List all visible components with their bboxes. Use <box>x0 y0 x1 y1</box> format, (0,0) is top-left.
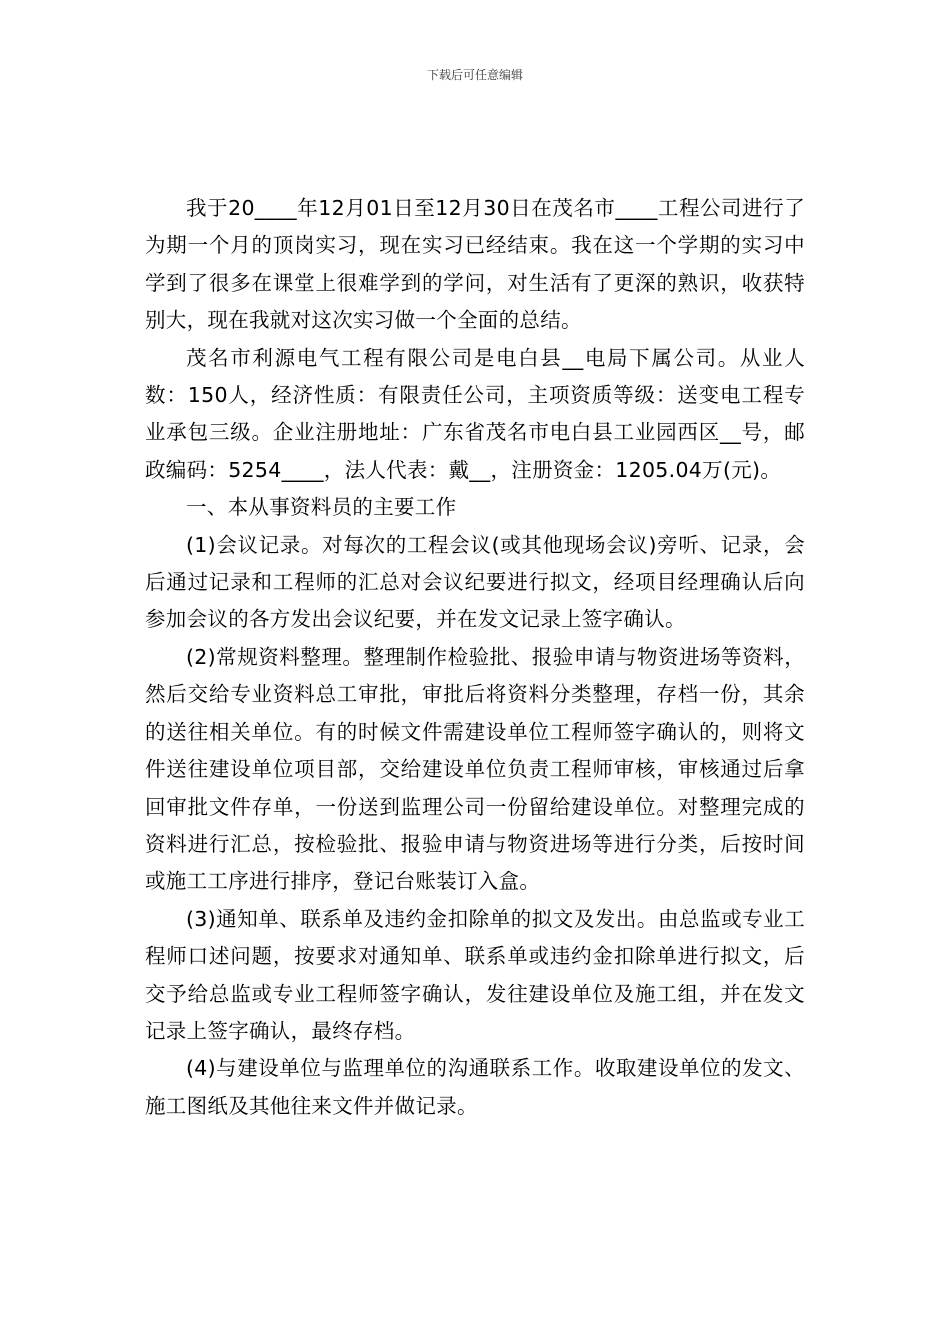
paragraph-routine-documents: (2)常规资料整理。整理制作检验批、报验申请与物资进场等资料，然后交给专业资料总工审批，审批后将资料分类整理，存档一份，其余的送往相关单位。有的时候文件需建设单位工程师签字确认的，则将文件送往建设单位项目部，交给建设单位负责工程师审核，审核通过后拿回审批文件存单，一份送到监理公司一份留给建设单位。对整理完成的资料进行汇总，按检验批、报验申请与物资进场等进行分类，后按时间或施工工序进行排序，登记台账装订入盒。 <box>145 644 805 894</box>
document-body <box>145 190 805 1125</box>
paragraph-notices: (3)通知单、联系单及违约金扣除单的拟文及发出。由总监或专业工程师口述问题，按要求对通知单、联系单或违约金扣除单进行拟文，后交予给总监或专业工程师签字确认，发往建设单位及施工组，并在发文记录上签字确认，最终存档。 <box>145 906 805 1043</box>
section-heading-main-work: 一、本从事资料员的主要工作 <box>186 495 457 520</box>
paragraph-internship-intro: 我于20____年12月01日至12月30日在茂名市____工程公司进行了为期一个月的顶岗实习，现在实习已经结束。我在这一个学期的实习中学到了很多在课堂上很难学到的学问，对生活有了更深的熟识，收获特别大，现在我就对这次实习做一个全面的总结。 <box>145 196 805 333</box>
paragraph-company-profile: 茂名市利源电气工程有限公司是电白县__电局下属公司。从业人数：150人，经济性质：有限责任公司，主项资质等级：送变电工程专业承包三级。企业注册地址：广东省茂名市电白县工业园西区__号，邮政编码：5254____，法人代表：戴__，注册资金：1205.04万(元)。 <box>145 345 805 482</box>
paragraph-communication: (4)与建设单位与监理单位的沟通联系工作。收取建设单位的发文、施工图纸及其他往来文件并做记录。 <box>145 1056 805 1118</box>
paragraph-meeting-records: (1)会议记录。对每次的工程会议(或其他现场会议)旁听、记录，会后通过记录和工程师的汇总对会议纪要进行拟文，经项目经理确认后向参加会议的各方发出会议纪要，并在发文记录上签字确认。 <box>145 532 805 632</box>
header-note: 下载后可任意编辑 <box>426 68 523 82</box>
